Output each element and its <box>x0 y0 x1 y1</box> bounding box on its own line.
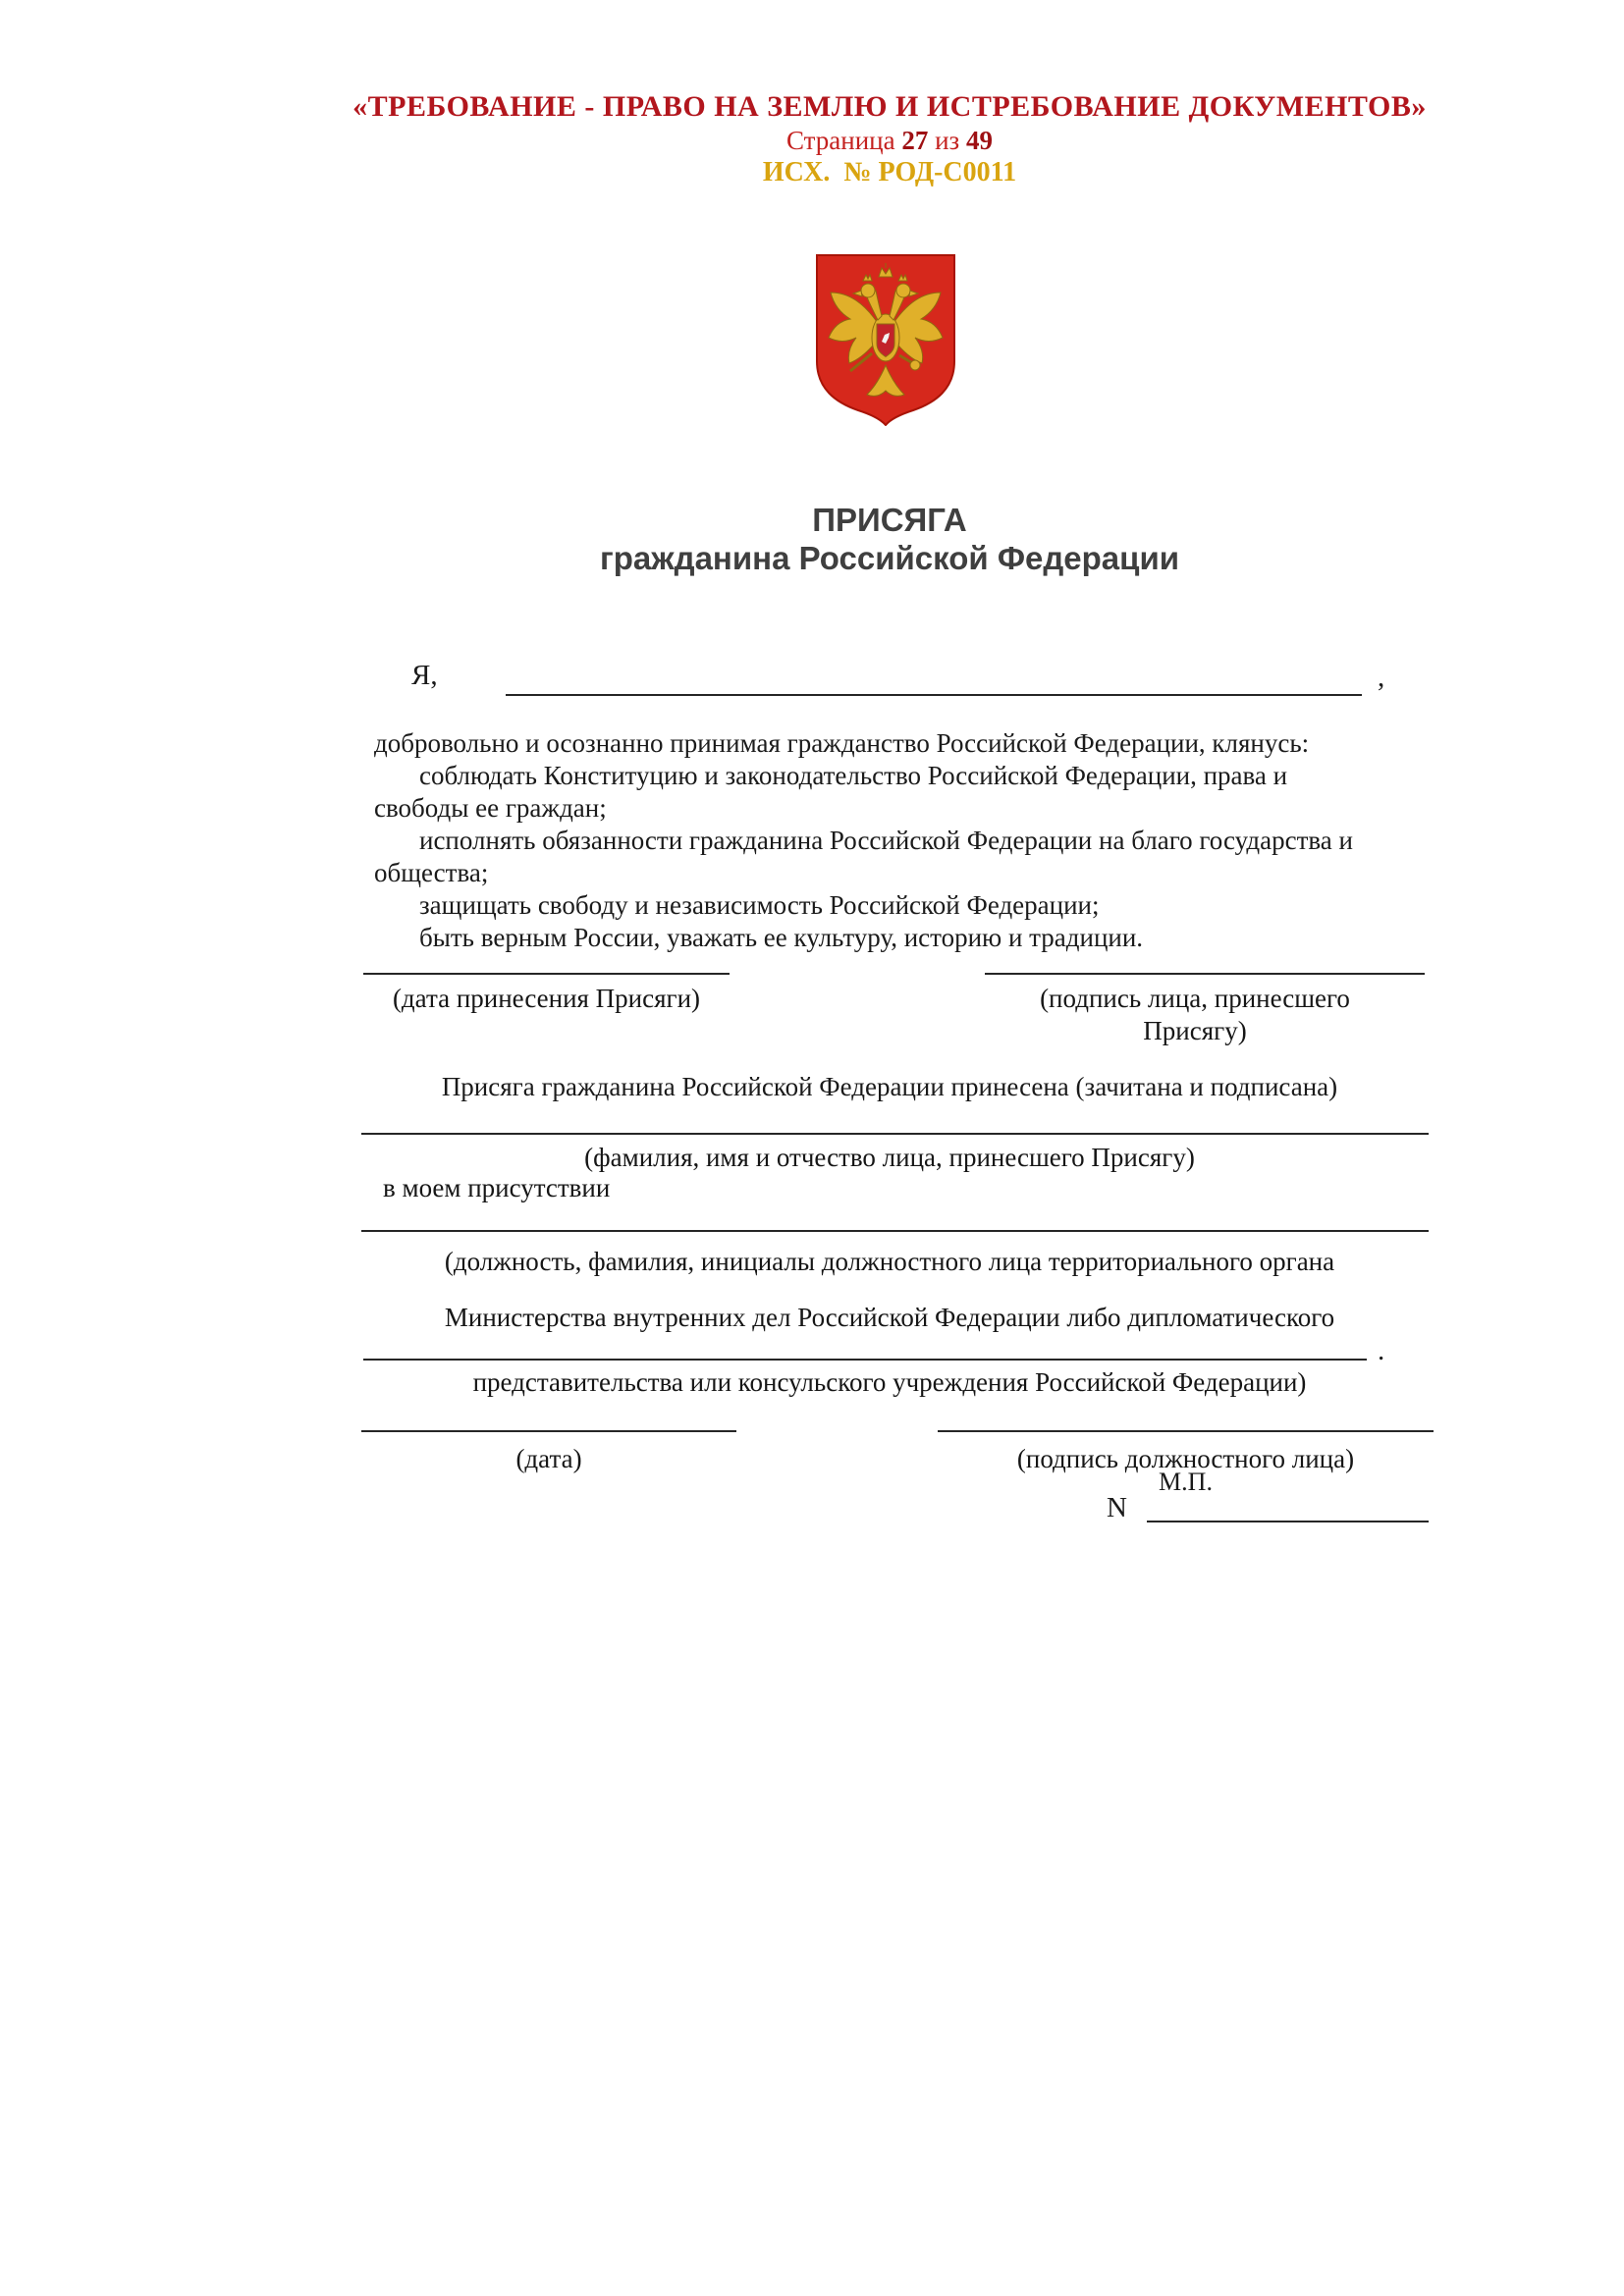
oath-body-line: защищать свободу и независимость Российской Федерации; <box>419 890 1100 920</box>
representation-fill-line <box>363 1359 1367 1361</box>
line-trailing-period: . <box>1378 1335 1385 1366</box>
official-signature-label: (подпись должностного лица) <box>1016 1444 1355 1473</box>
page-number: 27 <box>901 126 929 155</box>
oath-body-line: добровольно и осознанно принимая гражданство Российской Федерации, клянусь: <box>374 728 1310 758</box>
oath-body-line: соблюдать Конституцию и законодательство Российской Федерации, права и <box>419 761 1288 790</box>
oath-title <box>351 501 1429 577</box>
oath-signature-label-line1: (подпись лица, принесшего <box>1040 984 1350 1013</box>
page-total: 49 <box>965 126 993 155</box>
russia-coat-of-arms-icon <box>811 251 960 426</box>
oath-taken-statement: Присяга гражданина Российской Федерации принесена (зачитана и подписана) <box>441 1072 1338 1101</box>
oath-date-label: (дата принесения Присяги) <box>392 984 701 1013</box>
number-prefix: N <box>1107 1492 1127 1523</box>
document-content <box>351 0 1429 2296</box>
ministry-line: Министерства внутренних дел Российской Федерации либо дипломатического <box>444 1303 1335 1332</box>
stamp-place-label: М.П. <box>1159 1468 1213 1496</box>
document-header-title: «ТРЕБОВАНИЕ - ПРАВО НА ЗЕМЛЮ И ИСТРЕБОВАНИЕ ДОКУМЕНТОВ» <box>352 90 1427 123</box>
page-word: Страница <box>786 126 895 155</box>
pronoun-ya: Я, <box>411 660 438 691</box>
date-label: (дата) <box>515 1444 582 1473</box>
presence-text: в моем присутствии <box>383 1173 611 1202</box>
oath-date-fill-line <box>363 973 730 975</box>
oath-body <box>374 727 1415 954</box>
page-indicator <box>351 126 1429 156</box>
outgoing-reference-number: ИСХ. № РОД-С0011 <box>762 157 1017 187</box>
oath-body-line: исполнять обязанности гражданина Российской Федерации на благо государства и <box>419 826 1353 855</box>
number-fill-line <box>1147 1521 1429 1522</box>
oath-body-line: свободы ее граждан; <box>374 793 607 823</box>
oath-signature-label-line2: Присягу) <box>1143 1016 1247 1045</box>
representation-line: представительства или консульского учреждения Российской Федерации) <box>472 1367 1307 1397</box>
fio-fill-line <box>361 1133 1429 1135</box>
oath-signature-fill-line <box>985 973 1425 975</box>
official-signature-fill-line <box>938 1430 1434 1432</box>
fio-label: (фамилия, имя и отчество лица, принесшего Присягу) <box>584 1143 1195 1172</box>
name-line-comma: , <box>1378 662 1385 693</box>
oath-title-line1: ПРИСЯГА <box>812 502 967 538</box>
oath-body-line: быть верным России, уважать ее культуру, историю и традиции. <box>419 923 1144 952</box>
official-fill-line <box>361 1230 1429 1232</box>
name-fill-line <box>506 694 1362 696</box>
of-word: из <box>935 126 960 155</box>
oath-title-line2: гражданина Российской Федерации <box>599 540 1180 576</box>
date-fill-line <box>361 1430 736 1432</box>
oath-body-line: общества; <box>374 858 489 887</box>
official-label: (должность, фамилия, инициалы должностного лица территориального органа <box>444 1247 1335 1276</box>
oath-signature-label <box>959 983 1431 1047</box>
